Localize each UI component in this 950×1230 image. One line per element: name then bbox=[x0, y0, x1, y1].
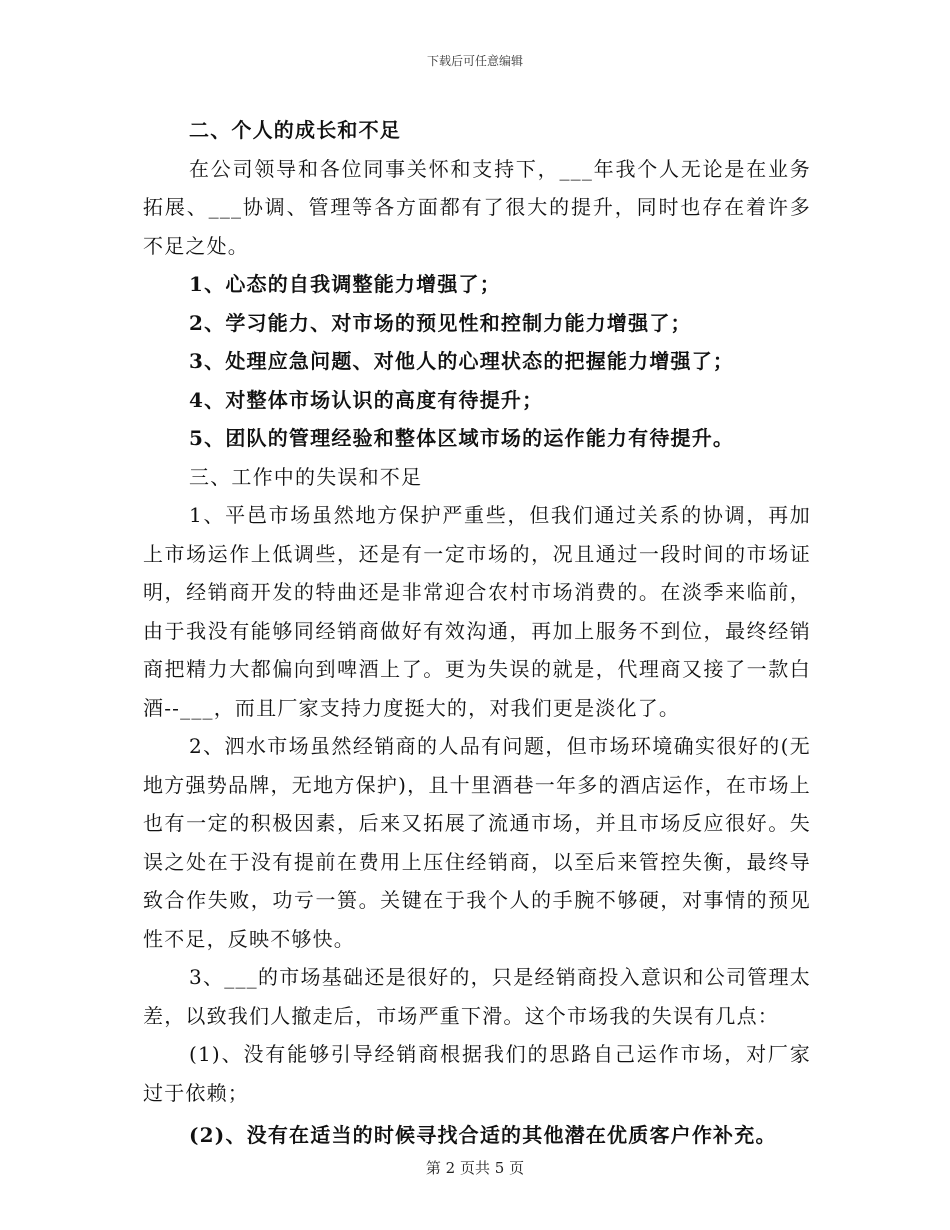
page-header: 下载后可任意编辑 bbox=[426, 54, 523, 68]
document-body bbox=[143, 111, 811, 1155]
paragraph-pingyi-market: 1、平邑市场虽然地方保护严重些，但我们通过关系的协调，再加上市场运作上低调些，还是有一定市场的，况且通过一段时间的市场证明，经销商开发的特曲还是非常迎合农村市场消费的。在淡季来临前，由于我没有能够同经销商做好有效沟通，再加上服务不到位，最终经销商把精力大都偏向到啤酒上了。更为失误的就是，代理商又接了一款白酒--___，而且厂家支持力度挺大的，对我们更是淡化了。 bbox=[143, 503, 811, 720]
page-footer: 第 2 页共 5 页 bbox=[425, 1159, 525, 1177]
list-item-2: 2、学习能力、对市场的预见性和控制力能力增强了； bbox=[189, 310, 692, 335]
list-item-1: 1、心态的自我调整能力增强了； bbox=[189, 272, 501, 296]
list-item-5: 5、团队的管理经验和整体区域市场的运作能力有待提升。 bbox=[189, 426, 735, 450]
sub-item-2: (2)、没有在适当的时候寻找合适的其他潜在优质客户作补充。 bbox=[189, 1123, 777, 1147]
sub-item-1: (1)、没有能够引导经销商根据我们的思路自己运作市场，对厂家过于依赖； bbox=[143, 1042, 811, 1105]
paragraph-growth-intro: 在公司领导和各位同事关怀和支持下，___年我个人无论是在业务拓展、___协调、管理等各方面都有了很大的提升，同时也存在着许多不足之处。 bbox=[143, 156, 811, 258]
list-item-4: 4、对整体市场认识的高度有待提升； bbox=[189, 387, 544, 412]
section-heading-growth: 二、个人的成长和不足 bbox=[189, 118, 401, 142]
list-item-3: 3、处理应急问题、对他人的心理状态的把握能力增强了； bbox=[189, 349, 735, 373]
section-heading-mistakes: 三、工作中的失误和不足 bbox=[189, 464, 423, 489]
paragraph-third-market: 3、___的市场基础还是很好的，只是经销商投入意识和公司管理太差，以致我们人撤走后，市场严重下滑。这个市场我的失误有几点： bbox=[143, 965, 811, 1028]
paragraph-sishui-market: 2、泗水市场虽然经销商的人品有问题，但市场环境确实很好的(无地方强势品牌，无地方保护)，且十里酒巷一年多的酒店运作，在市场上也有一定的积极因素，后来又拓展了流通市场，并且市场反应很好。失误之处在于没有提前在费用上压住经销商，以至后来管控失衡，最终导致合作失败，功亏一篑。关键在于我个人的手腕不够硬，对事情的预见性不足，反映不够快。 bbox=[143, 734, 811, 951]
